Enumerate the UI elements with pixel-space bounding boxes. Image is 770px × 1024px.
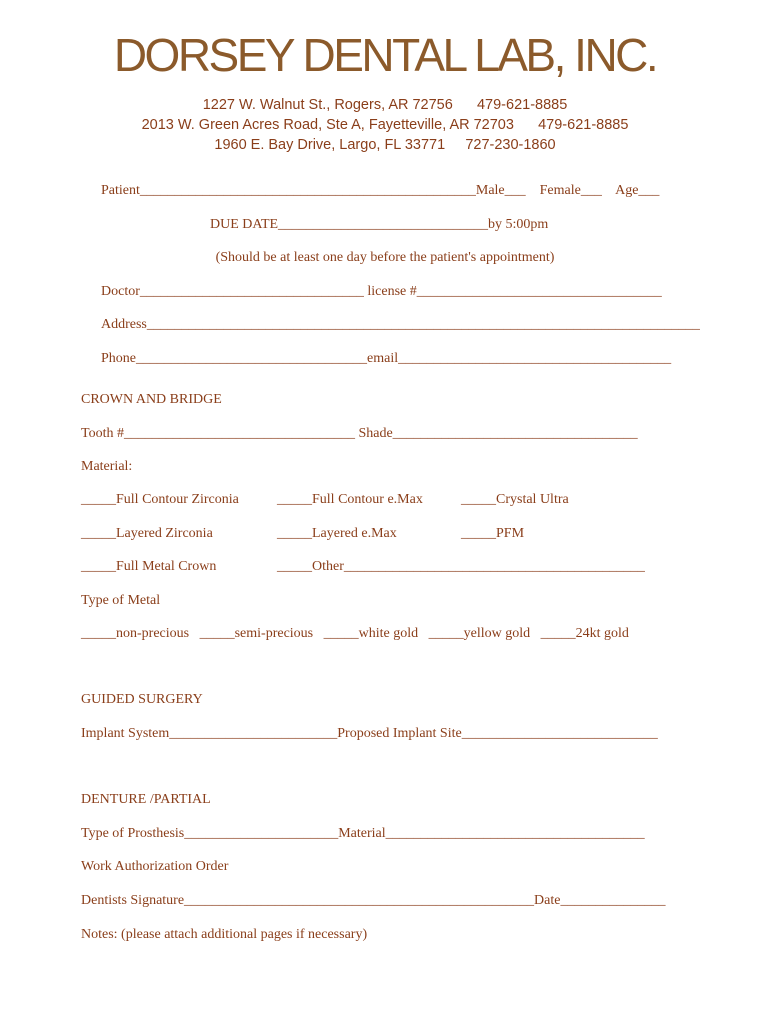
implant-line: Implant System________________________Proposed Implant Site____________________________ — [81, 726, 658, 741]
metal-type-label: Type of Metal — [81, 593, 161, 608]
crown-bridge-heading: CROWN AND BRIDGE — [81, 392, 222, 407]
company-title: DORSEY DENTAL LAB, INC. — [113, 29, 657, 81]
address-rogers: 1227 W. Walnut St., Rogers, AR 72756 479-621-8885 — [202, 97, 568, 113]
address-line: Address_______________________________________________________________________________ — [101, 317, 700, 332]
metal-options-line: _____non-precious _____semi-precious _____white gold _____yellow gold _____24kt gold — [81, 626, 629, 641]
guided-surgery-heading: GUIDED SURGERY — [81, 692, 203, 707]
address-fayetteville: 2013 W. Green Acres Road, Ste A, Fayetteville, AR 72703 479-621-8885 — [141, 117, 629, 133]
due-date-line: DUE DATE______________________________by 5:00pm — [210, 217, 549, 232]
address-largo: 1960 E. Bay Drive, Largo, FL 33771 727-230-1860 — [214, 137, 556, 153]
material-layered-emax: _____Layered e.Max — [277, 526, 397, 541]
doctor-line: Doctor________________________________ license #___________________________________ — [101, 284, 662, 299]
material-full-metal-crown: _____Full Metal Crown — [81, 559, 217, 574]
denture-partial-heading: DENTURE /PARTIAL — [81, 792, 211, 807]
prosthesis-line: Type of Prosthesis______________________Material_____________________________________ — [81, 826, 645, 841]
due-date-note: (Should be at least one day before the patient's appointment) — [215, 250, 555, 265]
material-layered-zirconia: _____Layered Zirconia — [81, 526, 213, 541]
signature-line: Dentists Signature__________________________________________________Date_______________ — [81, 893, 666, 908]
material-full-contour-zirconia: _____Full Contour Zirconia — [81, 492, 239, 507]
material-label: Material: — [81, 459, 133, 474]
work-authorization-label: Work Authorization Order — [81, 859, 229, 874]
tooth-shade-line: Tooth #_________________________________ Shade___________________________________ — [81, 426, 638, 441]
patient-line: Patient________________________________________________Male___ Female___ Age___ — [101, 183, 660, 198]
material-other: _____Other___________________________________________ — [277, 559, 645, 574]
material-pfm: _____PFM — [461, 526, 525, 541]
material-full-contour-emax: _____Full Contour e.Max — [277, 492, 423, 507]
notes-line: Notes: (please attach additional pages if necessary) — [81, 927, 368, 942]
phone-line: Phone_________________________________email_______________________________________ — [101, 351, 672, 366]
material-crystal-ultra: _____Crystal Ultra — [461, 492, 569, 507]
